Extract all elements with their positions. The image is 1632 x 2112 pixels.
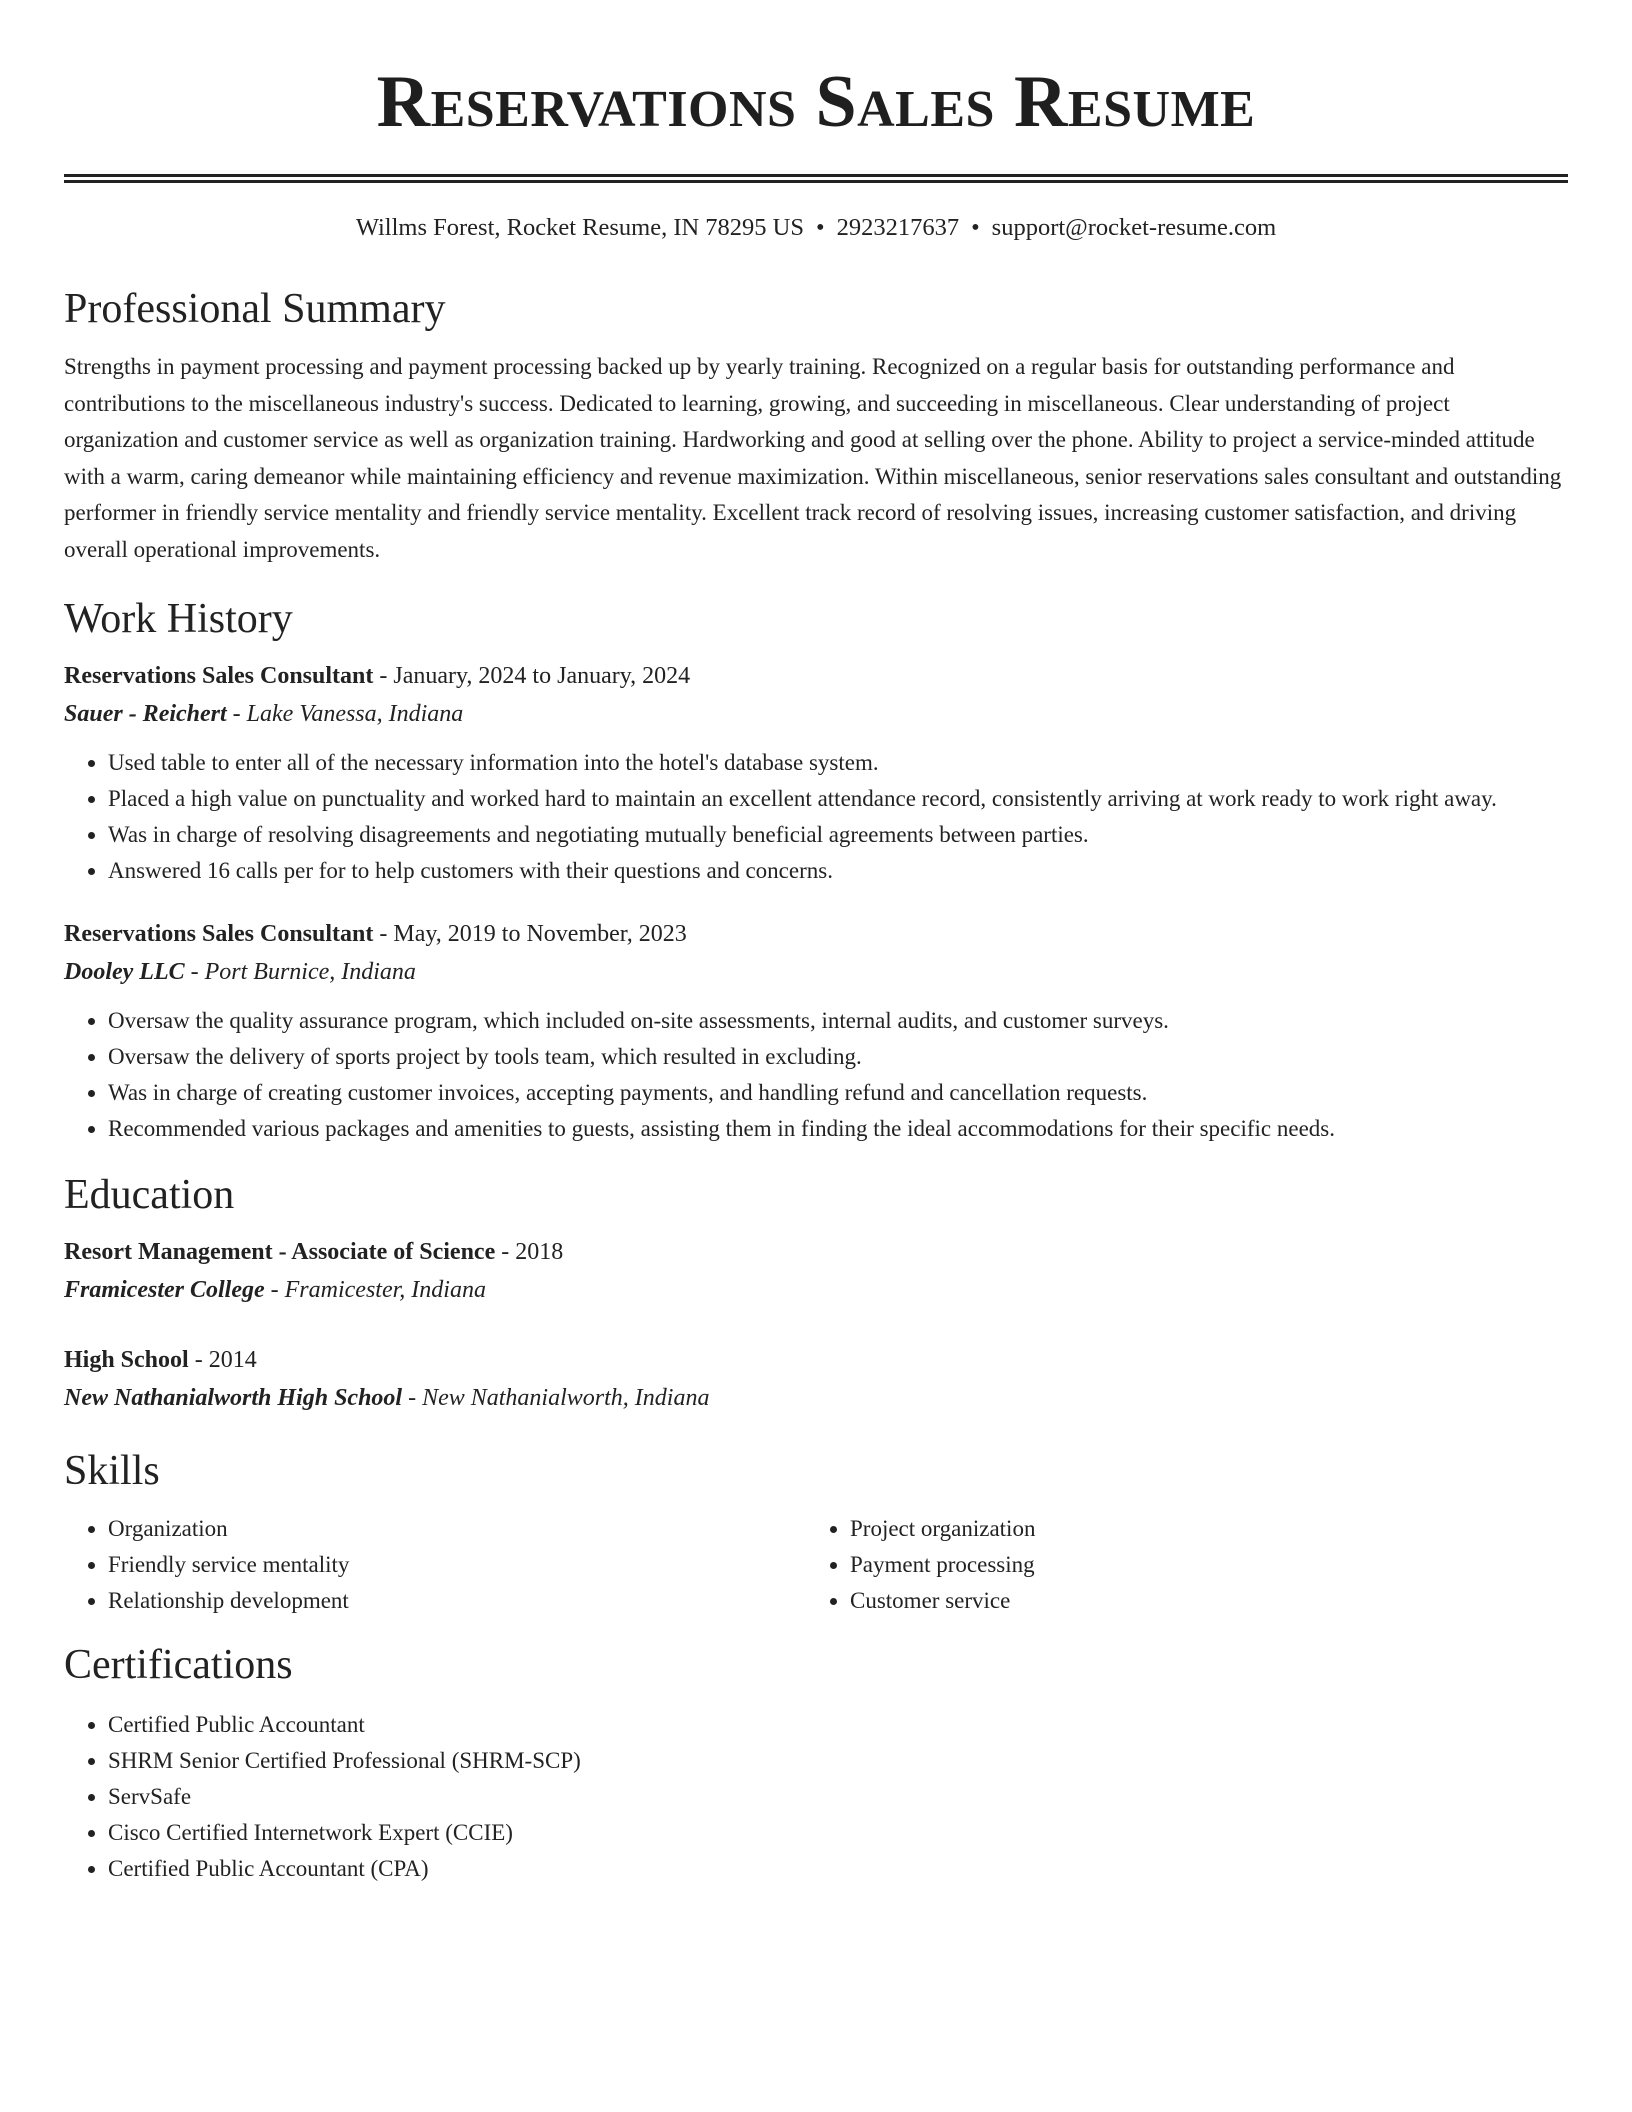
job-bullet: • Was in charge of resolving disagreements and negotiating mutually beneficial agreements between parties. [108,817,1568,853]
job-dates: - May, 2019 to November, 2023 [373,920,687,947]
degree-year: - 2014 [188,1346,257,1373]
skills-column-left [64,1511,806,1619]
school-name: New Nathanialworth High School [64,1384,403,1411]
contact-separator: • [816,214,825,241]
contact-separator: • [971,214,980,241]
title-divider [64,174,1568,183]
job-bullet-list [64,1003,1568,1147]
education-entry [64,1341,1568,1417]
certification-item: • Certified Public Accountant [108,1707,1568,1743]
job-entry [64,657,1568,889]
job-company-line [64,953,1568,991]
skill-item: • Project organization [850,1511,1548,1547]
certification-item: • Cisco Certified Internetwork Expert (CCIE) [108,1815,1568,1851]
job-bullet: • Was in charge of creating customer invoices, accepting payments, and handling refund and cancellation requests. [108,1075,1568,1111]
job-company: Sauer - Reichert [64,700,227,727]
job-bullet: • Recommended various packages and amenities to guests, assisting them in finding the ideal accommodations for their specific needs. [108,1111,1568,1147]
skill-item: • Relationship development [108,1583,806,1619]
skills-heading: Skills [64,1447,160,1494]
job-title: Reservations Sales Consultant [64,662,374,689]
job-title-line [64,657,1568,695]
job-bullet: • Oversaw the quality assurance program, which included on-site assessments, internal audits, and customer surveys. [108,1003,1568,1039]
certification-item: • ServSafe [108,1779,1568,1815]
degree-line [64,1233,1568,1271]
job-bullet: • Used table to enter all of the necessary information into the hotel's database system. [108,745,1568,781]
job-location: - Lake Vanessa, Indiana [226,700,464,727]
job-entry [64,915,1568,1147]
summary-text: Strengths in payment processing and payment processing backed up by yearly training. Recognized on a regular basis for outstanding performance and contributions to the miscellaneous industry's success. Dedicated to learning, growing, and succeeding in miscellaneous. Clear understanding of project organization and customer service as well as organization training. Hardworking and good at selling over the phone. Ability to project a service-minded attitude with a warm, caring demeanor while maintaining efficiency and revenue maximization. Within miscellaneous, senior reservations sales consultant and outstanding performer in friendly service mentality and friendly service mentality. Excellent track record of resolving issues, increasing customer satisfaction, and driving overall operational improvements. [64,354,1562,562]
contact-address: Willms Forest, Rocket Resume, IN 78295 US [355,214,804,241]
education-heading: Education [64,1171,235,1218]
work-history-heading: Work History [64,595,293,642]
contact-email: support@rocket-resume.com [991,214,1277,241]
job-bullet: • Answered 16 calls per for to help customers with their questions and concerns. [108,853,1568,889]
degree-name: High School [64,1346,189,1373]
skill-item: • Organization [108,1511,806,1547]
school-line [64,1379,1568,1417]
summary-heading: Professional Summary [64,286,446,332]
job-company-line [64,695,1568,733]
degree-year: - 2018 [495,1238,564,1265]
certifications-list [64,1707,1568,1887]
job-bullet: • Oversaw the delivery of sports project by tools team, which resulted in excluding. [108,1039,1568,1075]
skill-item: • Payment processing [850,1547,1548,1583]
certification-item: • Certified Public Accountant (CPA) [108,1851,1568,1887]
degree-name: Resort Management - Associate of Science [64,1238,496,1265]
skills-column-right [806,1511,1548,1619]
job-location: - Port Burnice, Indiana [184,958,416,985]
contact-line [64,211,1568,245]
certifications-heading: Certifications [64,1641,293,1688]
job-dates: - January, 2024 to January, 2024 [373,662,691,689]
contact-phone: 2923217637 [836,214,960,241]
degree-line [64,1341,1568,1379]
job-bullet-list [64,745,1568,889]
school-location: - Framicester, Indiana [264,1276,486,1303]
skills-grid [64,1511,1568,1619]
resume-title: Reservations Sales Resume [376,61,1256,143]
education-entry [64,1233,1568,1309]
certification-item: • SHRM Senior Certified Professional (SHRM-SCP) [108,1743,1568,1779]
school-name: Framicester College [64,1276,265,1303]
job-bullet: • Placed a high value on punctuality and worked hard to maintain an excellent attendance record, consistently arriving at work ready to work right away. [108,781,1568,817]
school-line [64,1271,1568,1309]
skill-item: • Friendly service mentality [108,1547,806,1583]
job-title: Reservations Sales Consultant [64,920,374,947]
school-location: - New Nathanialworth, Indiana [402,1384,710,1411]
job-title-line [64,915,1568,953]
skill-item: • Customer service [850,1583,1548,1619]
job-company: Dooley LLC [64,958,185,985]
